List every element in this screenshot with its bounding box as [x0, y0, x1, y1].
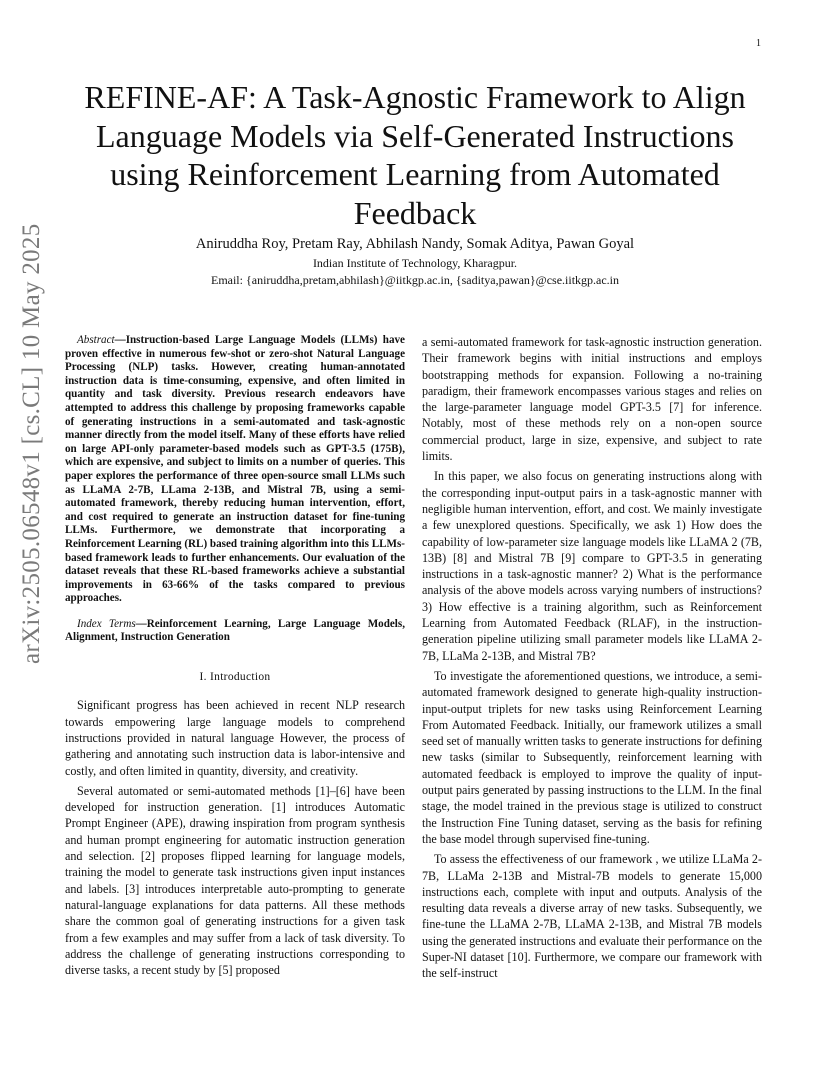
abstract [65, 334, 405, 606]
paragraph: Several automated or semi-automated methods [1]–[6] have been developed for instruction generation. [1] introduces Automatic Prompt Engineer (APE), drawing inspiration from program synthesis and human prompt engineering for automatic instruction generation and selection. [2] proposes flipped learning for language models, training the model to generate task instructions given input instances and labels. [3] introduces interpretable auto-prompting to generate natural-language explanations for data patterns. All these methods share the common goal of generating instructions for a given task from a few examples and may suffer from a lack of task diversity. To address the challenge of generating instructions corresponding to diverse tasks, a recent study by [5] proposed [65, 783, 405, 978]
abstract-text: —Instruction-based Large Language Models (LLMs) have proven effective in numerous few-shot or zero-shot Natural Language Processing (NLP) tasks. However, creating human-annotated instruction data is time-consuming, expensive, and often limited in quantity and task diversity. Previous research endeavors have attempted to address this challenge by proposing frameworks capable of generating instructions in a semi-automated and task-agnostic manner directly from the model itself. Many of these efforts have relied on large API-only parameter-based models such as GPT-3.5 (175B), which are expensive, and subject to limits on a number of queries. This paper explores the performance of three open-source small LLMs such as LLaMA 2-7B, LLama 2-13B, and Mistral 7B, using a semi-automated framework, thereby reducing human intervention, effort, and cost required to generate an instruction dataset for fine-tuning LLMs. Furthermore, we demonstrate that incorporating a Reinforcement Learning (RL) based training algorithm into this LLMs-based framework leads to further enhancements. Our evaluation of the dataset reveals that these RL-based frameworks achieve a substantial improvements in 63-66% of the tasks compared to previous approaches. [65, 334, 405, 605]
index-terms [65, 618, 405, 645]
paragraph: a semi-automated framework for task-agnostic instruction generation. Their framework begins with initial instructions and employs bootstrapping methods for expansion. Following a no-training paradigm, their framework encompasses various stages and relies on the large-parameter language model GPT-3.5 [7] for inference. Notably, most of these methods rely on a non-open source commercial product, large in size, expensive, and subject to rate limits. [422, 335, 762, 464]
arxiv-identifier: arXiv:2505.06548v1 [cs.CL] 10 May 2025 [18, 223, 45, 664]
paper-title: REFINE-AF: A Task-Agnostic Framework to Align Language Models via Self-Generated Instructions using Reinforcement Learning from Automated Feedback [84, 79, 746, 231]
authors: Aniruddha Roy, Pretam Ray, Abhilash Nandy, Somak Aditya, Pawan Goyal [195, 236, 635, 252]
index-terms-text: —Reinforcement Learning, Large Language Models, Alignment, Instruction Generation [65, 617, 405, 644]
email: Email: {aniruddha,pretam,abhilash}@iitkgp.ac.in, {saditya,pawan}@cse.iitkgp.ac.in [210, 273, 620, 287]
paragraph: In this paper, we also focus on generating instructions along with the corresponding input-output pairs in a task-agnostic manner with negligible human intervention, effort, and cost. We mainly investigate a few unexplored questions. Specifically, we ask 1) How does the capability of low-parameter size language models like LLaMA 2 (7B, 13B) [8] and Mistral 7B [9] compare to GPT-3.5 in generating instructions in a task-agnostic manner? 2) What is the performance analysis of the above models across varying numbers of instructions? 3) How effective is a training algorithm, such as Reinforcement Learning from Automated Feedback (RLAF), in the instruction-generation pipeline utilizing small parameter models like LLaMA 2-7B, LLaMa 2-13B, and Mistral 7B? [422, 469, 762, 663]
affiliation: Indian Institute of Technology, Kharagpur. [312, 256, 518, 270]
abstract-label: Abstract [77, 334, 115, 346]
left-column [65, 334, 405, 978]
paragraph: To assess the effectiveness of our framework , we utilize LLaMa 2-7B, LLaMa 2-13B and Mistral-7B models to generate 15,000 instructions each, complete with input and outputs. Analysis of the resulting data reveals a diverse array of new tasks. Subsequently, we fine-tune the LLaMA 2-7B, LLaMA 2-13B, and Mistral 7B models using the generated instructions and evaluate their performance on the Super-NI dataset [10]. Furthermore, we compare our framework with the self-instruct [422, 852, 762, 981]
section-heading: I. Introduction [199, 671, 271, 684]
paragraph: Significant progress has been achieved in recent NLP research towards empowering large language models to comprehend instructions provided in natural language However, the process of gathering and annotating such instruction data is labor-intensive and costly, and often limited in quantity, diversity, and creativity. [65, 698, 405, 778]
paragraph: To investigate the aforementioned questions, we introduce, a semi-automated framework designed to generate high-quality instruction-input-output triplets for new tasks using Reinforcement Learning From Automated Feedback. Initially, our framework utilizes a small seed set of manually written tasks to generate instructions for defining new tasks (similar to Subsequently, reinforcement learning with automated feedback is employed to improve the quality of input-output pairs generated by passing instructions to the LLM. In the final stage, the model trained in the previous stage is utilized to construct the Instruction Fine Tuning dataset, serving as the basis for refining the base model through supervised fine-tuning. [422, 668, 762, 846]
right-column [422, 334, 762, 982]
index-terms-label: Index Terms [77, 617, 136, 630]
page-number: 1 [756, 38, 761, 49]
